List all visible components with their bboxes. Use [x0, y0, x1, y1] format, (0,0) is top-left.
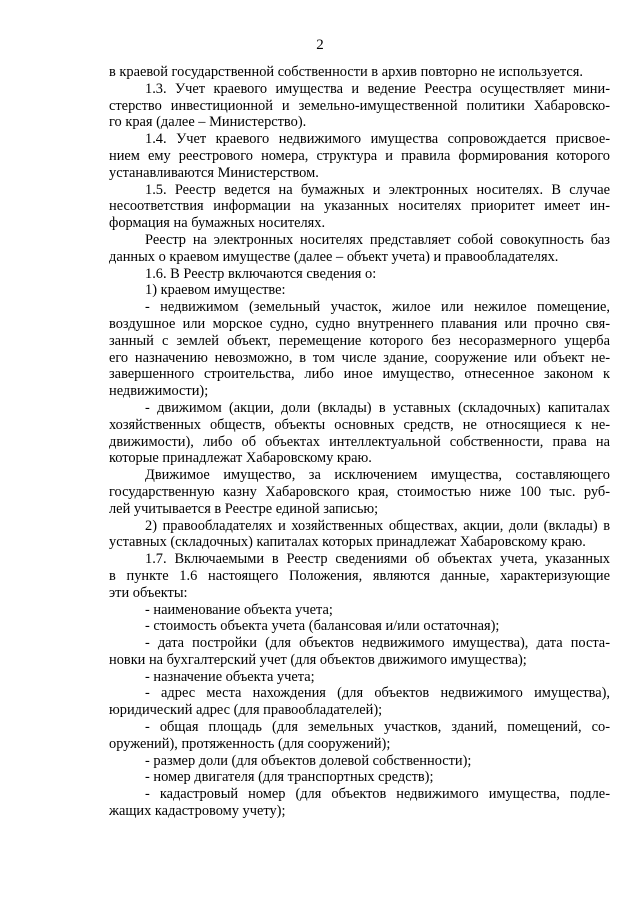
- text-line: 1.7. Включаемыми в Реестр сведениями об объектах учета, указанных: [145, 551, 610, 568]
- text-line: данных о краевом имуществе (далее – объект учета) и правообладателях.: [109, 248, 559, 265]
- text-line: - размер доли (для объектов долевой собственности);: [145, 752, 472, 769]
- text-line: юридический адрес (для правообладателей);: [109, 702, 383, 719]
- text-line: 1.3. Учет краевого имущества и ведение Реестра осуществляет мини-: [145, 80, 610, 97]
- text-line: несоответствия информации на указанных носителях приоритет имеет ин-: [109, 198, 610, 215]
- document-body: [109, 64, 610, 820]
- text-line: 1.6. В Реестр включаются сведения о:: [145, 265, 377, 282]
- text-line: - дата постройки (для объектов недвижимого имущества), дата поста-: [145, 635, 610, 652]
- text-line: го края (далее – Министерство).: [109, 114, 307, 131]
- text-line: - стоимость объекта учета (балансовая и/или остаточная);: [145, 618, 500, 635]
- text-line: уставных (складочных) капиталах которых принадлежат Хабаровскому краю.: [109, 534, 586, 551]
- text-line: - кадастровый номер (для объектов недвижимого имущества, подле-: [145, 786, 610, 803]
- text-line: в пункте 1.6 настоящего Положения, являются данные, характеризующие: [109, 567, 610, 584]
- text-line: воздушное или морское судно, судно внутреннего плавания или прочно свя-: [109, 315, 610, 332]
- text-line: - недвижимом (земельный участок, жилое или нежилое помещение,: [145, 299, 610, 316]
- text-line: лей учитывается в Реестре единой записью;: [109, 500, 379, 517]
- text-line: хозяйственных обществ, объекты основных средств, не относящиеся к не-: [109, 416, 610, 433]
- text-line: его назначению невозможно, в том числе здание, сооружение или объект не-: [109, 349, 610, 366]
- text-line: занный с землей объект, перемещение которого без несоразмерного ущерба: [109, 332, 610, 349]
- text-line: - наименование объекта учета;: [145, 601, 333, 618]
- text-line: которые принадлежат Хабаровскому краю.: [109, 450, 372, 467]
- text-line: завершенного строительства, либо иное имущество, отнесенное законом к: [109, 366, 610, 383]
- text-line: формация на бумажных носителях.: [109, 215, 326, 232]
- page-number: 2: [316, 37, 324, 53]
- text-line: - общая площадь (для земельных участков, зданий, помещений, со-: [145, 719, 610, 736]
- text-line: Движимое имущество, за исключением имущества, составляющего: [145, 467, 610, 484]
- text-line: новки на бухгалтерский учет (для объектов движимого имущества);: [109, 651, 527, 668]
- text-line: государственную казну Хабаровского края, стоимостью ниже 100 тыс. руб-: [109, 483, 610, 500]
- text-line: 1.5. Реестр ведется на бумажных и электронных носителях. В случае: [145, 181, 610, 198]
- text-line: недвижимости);: [109, 383, 209, 400]
- text-line: в краевой государственной собственности в архив повторно не используется.: [109, 64, 583, 80]
- text-line: эти объекты:: [109, 584, 188, 601]
- text-line: - адрес места нахождения (для объектов недвижимого имущества),: [145, 685, 610, 702]
- text-line: 2) правообладателях и хозяйственных обществах, акции, доли (вклады) в: [145, 517, 610, 534]
- text-line: движимости), либо об объектах интеллектуальной собственности, права на: [109, 433, 610, 450]
- text-line: - номер двигателя (для транспортных средств);: [145, 769, 434, 786]
- text-line: стерство инвестиционной и земельно-имущественной политики Хабаровско-: [109, 97, 610, 114]
- text-line: - движимом (акции, доли (вклады) в уставных (складочных) капиталах: [145, 399, 610, 416]
- text-line: оружений), протяженность (для сооружений);: [109, 735, 391, 752]
- text-line: жащих кадастровому учету);: [109, 803, 286, 820]
- text-line: 1) краевом имуществе:: [145, 282, 286, 299]
- text-line: - назначение объекта учета;: [145, 668, 315, 685]
- text-line: Реестр на электронных носителях представляет собой совокупность баз: [145, 231, 610, 248]
- text-line: 1.4. Учет краевого недвижимого имущества сопровождается присвое-: [145, 131, 610, 148]
- text-line: устанавливаются Министерством.: [109, 164, 319, 181]
- text-line: нием ему реестрового номера, структура и правила формирования которого: [109, 147, 610, 164]
